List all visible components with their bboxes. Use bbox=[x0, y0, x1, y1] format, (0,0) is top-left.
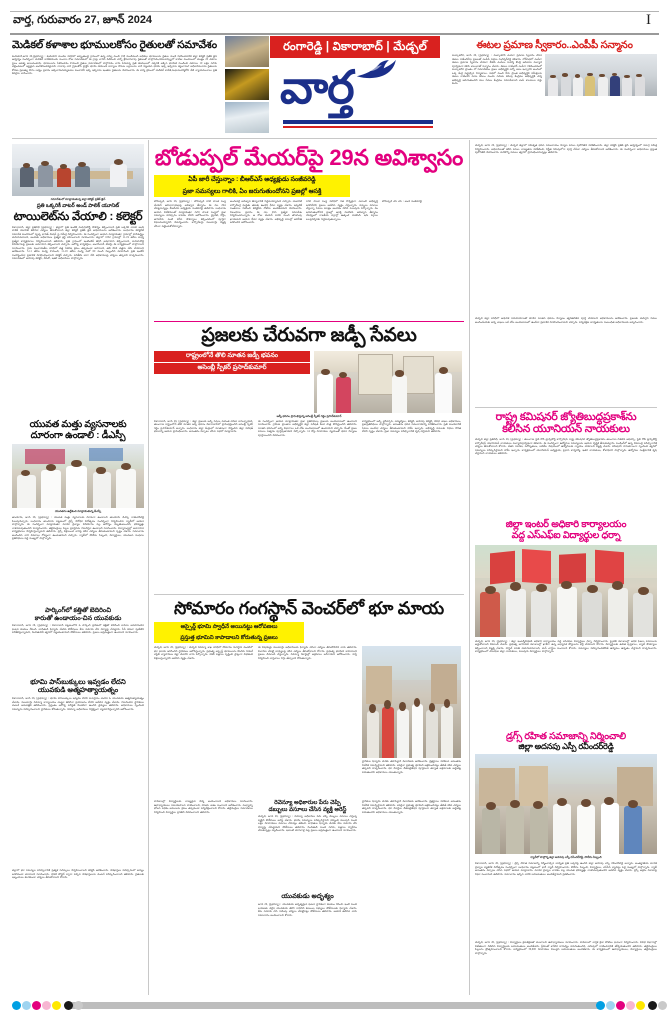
zp-building-photo bbox=[314, 351, 462, 413]
divider bbox=[154, 321, 464, 322]
continued-article-body-2: మేడ్చల్ జిల్లా పరిధిలో ఆధునిక సదుపాయాలతో కూడిన నూతన భవనం నిర్మాణం త్వరితగతిన పూర్తి చేయాలని అధికారులను ఆదేశించారు. ప్రజలకు మెరుగైన సేవలు అందించేందుకు అన్ని శాఖలు ఒకే చోట అందుబాటులో ఉండేలా ప్రణాళిక రూపొందించామని చెప్పారు. పర్యవేక్షణ బాధ్యతలను సంబంధిత అధికారులకు అప్పగించారు. bbox=[475, 317, 657, 324]
reg-dot-magenta bbox=[32, 1001, 41, 1010]
headline: ఈటల ప్రమాణ స్వీకారం..ఎంపీపీ సన్మానం bbox=[476, 40, 633, 51]
subhead-line1: రాష్ట్రంలోనే తొలి నూతన జడ్పీ భవనం bbox=[154, 351, 310, 362]
article-body: వికారాబాద్, జూన్ 26, (ప్రభన్యూ) : వికారాబాద్ పట్టణంలోని ఓ పార్కింగ్ ప్రదేశంలో కత్తితో బెదిరించి కారును అపహరించిన ఘటన కలకలం రేపింది. బాధితుడి ఫిర్యాదు మేరకు పోలీసులు కేసు నమోదు చేసి దర్యాప్తు చేపట్టారు. సీసీ కెమెరా ఫుటేజీని పరిశీలిస్తున్నామని, నిందితుడిని త్వరలో పట్టుకుంటామని పోలీసులు తెలిపారు. ప్రజలు అప్రమత్తంగా ఉండాలని సూచించారు. bbox=[12, 624, 144, 635]
edition-bar: రంగారెడ్డి | వికారాబాద్ | మేడ్చల్ bbox=[270, 36, 440, 58]
industry-thumbnail bbox=[225, 102, 269, 133]
story-col-2: ఈ సందర్భంగా ఆయన మాట్లాడుతూ ప్రజా ప్రతినిధులు ప్రజలకు అందుబాటులో ఉండాలని సూచించారు. గ్రామీణ ప్రాంతాల అభివృద్ధికి జిల్లా పరిషత్ కీలక పాత్ర పోషిస్తుందని తెలిపారు. నూతన భవనంలో అన్ని విభాగాలు ఒకే చోట అందుబాటులో ఉంటాయని చెప్పారు. దీంతో ప్రజల పనులు సత్వరం పూర్తవుతాయని పేర్కొన్నారు. 14 కోట్ల రూపాయల వ్యయంతో భవన నిర్మాణం పూర్తయిందని వివరించారు. bbox=[258, 419, 357, 437]
second-story-columns bbox=[154, 420, 464, 592]
subhead-line1: ఏపీ జారీ చేస్తున్నాం : బీఆర్ఎస్ అధ్యక్షుడు సంజీవరెడ్డి bbox=[154, 175, 350, 186]
kicker-line2: కారుతో ఉండాయం-చిన యువకుడు bbox=[34, 614, 122, 622]
cmyk-registration-bar bbox=[12, 1001, 657, 1010]
story-col-1: బోడుప్పల్, జూన్ 26, (ప్రభన్యూ) : బోడుప్పల్ నగర పాలక సంస్థ మేయర్ ఆదినారాయణపై అవిశ్వాస తీర్మానం ఈ నెల 29న చేపట్టనున్నట్లు బీఆర్ఎస్ అధ్యక్షుడు సంజీవరెడ్డి తెలిపారు. బుధవారం ఆయన విలేకరులతో మాట్లాడుతూ నగర పాలక సంస్థలో ప్రజా సమస్యలు పరిష్కారం కావడం లేదని ఆరోపించారు. డ్రైనేజీ, రోడ్లు, తాగునీరు వంటి కనీస సౌకర్యాలు కల్పించడంలో పూర్తిగా విఫలమయ్యారని విమర్శించారు. కార్పొరేటర్లు పలుమార్లు విజ్ఞప్తి చేసినా పట్టించుకోలేదన్నారు. bbox=[154, 200, 226, 228]
center-bottom-briefs bbox=[154, 800, 464, 987]
headline: యువత మత్తు వ్యసనాలకు bbox=[29, 418, 127, 430]
headline-line2: కలిసిన యూనియన్ నాయకులు bbox=[502, 423, 630, 436]
column-rule-left bbox=[148, 140, 149, 995]
brief-col-left: పాఠశాలల్లో విద్యార్థులకు నాణ్యమైన విద్య అందించాలని అధికారులు సూచించారు. ఉపాధ్యాయులు సమయపాలన పాటించాలని, హాజరు శాతం పెంచాలని ఆదేశించారు. మధ్యాహ్న భోజన పథకం అమలును క్రమం తప్పకుండా పర్యవేక్షించాలని కోరారు. తల్లిదండ్రుల సమావేశాలు నిర్వహించి విద్యార్థుల ప్రగతిని వివరించాలని తెలిపారు. bbox=[154, 800, 253, 814]
story-col-4: బోడుప్పల్ ఎస్ ఎస్ : అంద సంజీవరెడ్డి bbox=[382, 200, 422, 204]
story-col-1: మేడ్చల్, జూన్ 26, (ప్రభన్యూ) : మేడ్చల్ రెవెన్యూ శాఖ పరిధిలో సోమారం గంగస్థాన్ వెంచర్‌లో భూ మాయ జరిగిందని స్థానికులు ఆరోపిస్తున్నారు. ప్రభుత్వ అస్సైన్డ్ భూములను కొందరు రియల్ ఎస్టేట్ వ్యాపారులు కబ్జా చేశారని వారు పేర్కొన్నారు. నకిలీ పత్రాలు సృష్టించి ప్లాట్లుగా విభజించి విక్రయిస్తున్నారని ఆవేదన వ్యక్తం చేశారు. bbox=[154, 646, 253, 660]
brief-body: మేడ్చల్, జూన్ 26, (ప్రభన్యూ) : రెవెన్యూ అధికారుల పేరు చెప్పి డబ్బులు వసూలు చేస్తున్న వ్యక్తిని పోలీసులు అరెస్ట్ చేశారు. భూమి సమస్యలు పరిష్కరిస్తానని నమ్మించి పలువురి నుంచి లక్షల రూపాయలు వసూలు చేసినట్లు తేలింది. బాధితుల ఫిర్యాదు మేరకు కేసు నమోదు చేసి దర్యాప్తు చేపట్టామని పోలీసులు తెలిపారు. నిందితుడి నుంచి నగదు, పత్రాలు స్వాధీనం చేసుకున్నట్లు వెల్లడించారు. ఇలాంటి మోసగాళ్ల పట్ల ప్రజలు అప్రమత్తంగా ఉండాలని సూచించారు. bbox=[258, 815, 357, 833]
kicker: పార్కింగ్‌లో కత్తితో బెదిరించి bbox=[44, 607, 112, 615]
headline: రాష్ట్ర కమిషనర్ జ్యోతిబుద్ధప్రకాశ్‌ను bbox=[495, 411, 637, 423]
article-body: వికారాబాద్, జూన్ 26, (ప్రభన్యూ) : భూమి పాస్‌బుక్కులు ఇవ్వడం లేదని మనస్తాపం చెందిన ఓ యువకుడు ఆత్మహత్యాయత్నం చేశాడు. పలుమార్లు రెవెన్యూ కార్యాలయం చుట్టూ తిరిగినా ప్రయోజనం లేదని ఆవేదన వ్యక్తం చేశాడు. గమనించిన స్థానికులు వెంటనే ఆసుపత్రికి తరలించారు. ప్రస్తుతం ఆరోగ్య పరిస్థితి నిలకడగా ఉందని వైద్యులు తెలిపారు. అధికారులు స్పందించి సమస్యను పరిష్కరించాలని స్థానికులు కోరుతున్నారు. రెవెన్యూ అధికారులు నిర్లక్ష్యంగా వ్యవహరిస్తున్నారని ఆరోపించారు. bbox=[12, 697, 144, 711]
logo-underline-blue bbox=[283, 120, 433, 124]
third-story-columns bbox=[154, 646, 464, 796]
second-subhead-band bbox=[154, 351, 310, 374]
reg-dot-light-magenta bbox=[42, 1001, 51, 1010]
reg-dot-cyan bbox=[12, 1001, 21, 1010]
temple-thumbnail bbox=[225, 36, 269, 67]
kicker: భూమి పాస్‌బుక్కులు ఇవ్వడం లేదని bbox=[30, 679, 126, 687]
masthead-logo-block bbox=[225, 36, 440, 136]
photo-caption: జడ్పీ భవనం ప్రారంభిస్తున్న అసెంబ్లీ స్పీకర్ గడ్డం ప్రసాద్‌కుమార్ bbox=[276, 413, 342, 418]
reg-dot-light-cyan-right bbox=[606, 1001, 615, 1010]
article-body: మేడ్చల్ జిల్లా ప్రతినిధి, జూన్ 26, (ప్రభన్యూ) : తెలంగాణ స్టేట్ రోడ్ ట్రాన్స్‌పోర్ట్ కార్పొరేషన్ రాష్ట్ర కమిషనర్ జ్యోతిబుద్ధప్రకాశ్‌ను తెలంగాణ గెజిటెడ్ ఆఫీసర్స్, స్టేట్ రోడ్ ట్రాన్స్‌పోర్ట్ కార్పొరేషన్ యూనియన్ నాయకులు మర్యాదపూర్వకంగా కలిశారు. ఈ సందర్భంగా ఉద్యోగుల సమస్యలను ఆయన దృష్టికి తీసుకువెళ్లారు. పెండింగ్‌లో ఉన్న డిమాండ్ల పరిష్కారానికి చర్యలు తీసుకోవాలని కోరారు. వేతన సవరణ, పదోన్నతులు, బదిలీల విషయంలో ఉద్యోగులకు న్యాయం చేయాలని విజ్ఞప్తి చేశారు. కమిషనర్ సానుకూలంగా స్పందించి త్వరలో సమస్యలు పరిష్కరిస్తామని హామీ ఇచ్చారు. కార్యక్రమంలో యూనియన్ అధ్యక్షుడు, ప్రధాన కార్యదర్శి, ఇతర నాయకులు, కోశాధికారి పాల్గొన్నారు. ఉద్యోగుల సంక్షేమానికి కృషి చేస్తామని నాయకులు తెలిపారు. bbox=[475, 438, 657, 456]
top-right-article bbox=[452, 40, 657, 126]
second-headline: ప్రజలకు చేరువగా జడ్పీ సేవలు bbox=[201, 325, 417, 347]
page-number: I bbox=[646, 12, 651, 28]
third-headline: సోమారం గంగస్థాన్ వెంచర్‌లో భూ మాయ bbox=[174, 597, 444, 618]
youth-rally-photo bbox=[12, 444, 144, 508]
reg-dot-cyan-right bbox=[596, 1001, 605, 1010]
headline-line2: వద్ద ఎస్ఎఫ్ఐ విద్యార్థుల ధర్నా bbox=[511, 529, 621, 541]
story-col-1: వికారాబాద్, జూన్ 26, (ప్రభన్యూ) : జిల్లా ప్రజలకు జడ్పీ సేవలు మరింత చేరువ కానున్నాయని, తెలంగాణ రాష్ట్రంలోనే తొలి నూతన జడ్పీ భవనం వికారాబాద్‌లో ప్రారంభమైందని అసెంబ్లీ స్పీకర్ గడ్డం ప్రసాద్‌కుమార్ అన్నారు. బుధవారం జిల్లా కేంద్రంలో నూతనంగా నిర్మించిన జిల్లా పరిషత్ భవనాన్ని ఆయన ప్రారంభించారు. అనంతరం ఏర్పాటు చేసిన సభలో మాట్లాడారు. bbox=[154, 419, 253, 434]
article-body: వికారాబాద్, జూన్ 26, (ప్రభన్యూ) : డ్రగ్స్ రహిత సమాజాన్ని నిర్మించాల్సిన బాధ్యత ప్రతి ఒక్కరిపై ఉందని జిల్లా అదనపు ఎస్పీ రవీందర్‌రెడ్డి అన్నారు. అంతర్జాతీయ మాదక ద్రవ్యాల వ్యతిరేక దినోత్సవం సందర్భంగా బుధవారం పట్టణంలో భారీ ర్యాలీ నిర్వహించారు. పోలీసు సిబ్బంది, విద్యార్థులు, ఎన్‌సీసీ క్యాడెట్లు పెద్ద సంఖ్యలో పాల్గొన్నారు. ర్యాలీ అనంతరం ఏర్పాటు చేసిన సభలో ఆయన మాట్లాడారు. మాదక ద్రవ్యాల వాడకం వల్ల యువత భవిష్యత్తు నాశనమవుతుందని ఆవేదన వ్యక్తం చేశారు. డ్రగ్స్ అక్రమ రవాణాపై నిఘా పెంచామని తెలిపారు. సమాచారం ఇచ్చిన వారికి బహుమతులు అందజేస్తామని ప్రకటించారు. bbox=[475, 862, 657, 876]
center-column bbox=[154, 144, 464, 987]
divider bbox=[475, 407, 657, 408]
subhead-line2: అసెంబ్లీ స్పీకర్ ప్రసాద్‌కుమార్ bbox=[154, 362, 310, 374]
registration-gray-strip bbox=[70, 1002, 600, 1009]
kicker: యువకుడు అదృశ్యం bbox=[281, 893, 334, 901]
kicker: రెవెన్యూ అధికారుల పేరు చెప్పి bbox=[274, 800, 341, 807]
kicker-line2: యువకుడి ఆత్మహత్యాయత్నం bbox=[37, 687, 119, 695]
subhead-line2: ప్రస్తుత్త భూమిని కాపాడాలని కోరుతున్న ప్రజలు bbox=[154, 632, 304, 643]
story-col-3: స్థానికుల ఫిర్యాదు మేరకు తహసీల్దార్ విచారణకు ఆదేశించారు. క్షేత్రస్థాయి పరిశీలన అనంతరం నివేదిక సమర్పిస్తామని తెలిపారు. ఎవరైనా ప్రభుత్వ భూమిని ఆక్రమించినట్లు తేలితే కఠిన చర్యలు తప్పవని హెచ్చరించారు. భూ రికార్డుల డిజిటలైజేషన్ పూర్తయిన తర్వాత అక్రమాలకు అడ్డుకట్ట పడుతుందని అధికారులు చెబుతున్నారు. bbox=[362, 760, 461, 774]
article-body: మేడ్చల్, జూన్ 26, (ప్రభన్యూ) : జిల్లా ఇంటర్మీడియట్ అధికారి కార్యాలయం వద్ద ఎస్ఎఫ్ఐ విద్యార్థులు ధర్నా నిర్వహించారు. ప్రైవేట్ కళాశాలల్లో అధిక ఫీజుల వసూలును అడ్డుకోవాలని డిమాండ్ చేశారు. ప్రభుత్వ జూనియర్ కళాశాలల్లో ఖాళీగా ఉన్న అధ్యాపక పోస్టులను భర్తీ చేయాలని కోరారు. విద్యార్థులకు ఉచిత పుస్తకాలు, ల్యాబ్ సౌకర్యాలు కల్పించాలని విజ్ఞప్తి చేశారు. హాస్టల్ వసతి మెరుగుపరచాలని, మెస్ చార్జీలు పెంచాలని కోరారు. సమస్యలు పరిష్కరించకపోతే ఉద్యమం ఉధృతం చేస్తామని హెచ్చరించారు. కార్యక్రమంలో ఎస్ఎఫ్ఐ జిల్లా నాయకులు, పలువురు విద్యార్థులు పాల్గొన్నారు. bbox=[475, 639, 657, 654]
main-story-columns bbox=[154, 200, 464, 318]
reg-dot-black bbox=[64, 1001, 73, 1010]
story-col-3: నగర పాలక సంస్థ పరిధిలో గత కొన్నేళ్లుగా ఎలాంటి అభివృద్ధి జరగలేదని ప్రజలు ఆవేదన వ్యక్తం చేస్తున్నారు. పన్నులు వసూలు చేస్తున్నా సేవలు మాత్రం అందడం లేదని పలువురు పేర్కొన్నారు. ఏం జరుగుతుందోనని ప్రజల్లో ఆసక్తి నెలకొంది. అవిశ్వాస తీర్మానం నేపథ్యంలో రాజకీయ వర్గాల్లో ఉత్కంఠ నెలకొంది. ఇరు వర్గాలు బలప్రదర్శనకు సిద్ధమవుతున్నాయి. bbox=[306, 200, 378, 221]
kicker-line2: డబ్బులు వసూలు చేసిన వ్యక్తి అరెస్ట్ bbox=[268, 806, 347, 813]
article-body-extra: మేడ్చల్, జూన్ 26, (ప్రభన్యూ) : విద్యార్థులు క్రమశిక్షణతో మెలగాలని ఉపాధ్యాయులు సూచించారు. పాఠశాలలో వార్షిక క్రీడా పోటీలు ఘనంగా నిర్వహించారు. వివిధ విభాగాల్లో విజేతలుగా నిలిచిన విద్యార్థులకు బహుమతులు అందజేశారు. క్రీడలతో శారీరక దారుఢ్యం పెరుగుతుందని, చదువులో రాణించడానికి తోడ్పడుతుందని తెలిపారు. తల్లిదండ్రులు పిల్లలను ప్రోత్సహించాలని కోరారు. కార్యక్రమంలో 30,000 రూపాయల విలువైన బహుమతులు అందజేశారు. ఈ కార్యక్రమంలో ఉపాధ్యాయులు, విద్యార్థులు, తల్లిదండ్రులు పాల్గొన్నారు. bbox=[475, 941, 657, 955]
third-story-col3-wrap bbox=[362, 646, 461, 796]
divider bbox=[154, 594, 464, 595]
right-column bbox=[475, 144, 657, 1003]
headline: డ్రగ్స్ రహిత సమాజాన్ని నిర్మించాలి bbox=[506, 730, 626, 742]
story-col-3: కార్యక్రమంలో జడ్పీ చైర్‌పర్సన్, ఎమ్మెల్యేలు, కలెక్టర్, అదనపు కలెక్టర్, వివిధ శాఖల అధికారులు, ప్రజాప్రతినిధులు పాల్గొన్నారు. అనంతరం భవన సముదాయాన్ని పరిశీలించారు. ప్రతి మండలానికి సేవలు అందేలా చర్యలు తీసుకుంటామని హామీ ఇచ్చారు. అభివృద్ధి పనులకు నిధుల కొరత లేదని స్పష్టం చేశారు. ప్రజా సమస్యల పరిష్కారానికి కృషి చేస్తామని తెలిపారు. bbox=[362, 419, 461, 434]
brief-body: జూన్ 26, (ప్రభన్యూ) : యువకుడు అదృశ్యమైన ఘటన స్థానికంగా కలకలం రేపింది. ఇంటి నుంచి బయటకు వెళ్లిన యువకుడు తిరిగి రాలేదని కుటుంబ సభ్యులు పోలీసులకు ఫిర్యాదు చేశారు. కేసు నమోదు చేసి గాలింపు చర్యలు చేపట్టినట్లు పోలీసులు తెలిపారు. ఆచూకీ తెలిసిన వారు సమాచారం అందించాలని కోరారు. bbox=[258, 903, 357, 917]
street-rally-photo bbox=[362, 646, 461, 758]
reg-dot-magenta-right bbox=[616, 1001, 625, 1010]
masthead-thumbnail-strip bbox=[225, 36, 269, 136]
brief-col-right: స్థానికుల ఫిర్యాదు మేరకు తహసీల్దార్ విచారణకు ఆదేశించారు. క్షేత్రస్థాయి పరిశీలన అనంతరం నివేదిక సమర్పిస్తామని తెలిపారు. ఎవరైనా ప్రభుత్వ భూమిని ఆక్రమించినట్లు తేలితే కఠిన చర్యలు తప్పవని హెచ్చరించారు. భూ రికార్డుల డిజిటలైజేషన్ పూర్తయిన తర్వాత అక్రమాలకు అడ్డుకట్ట పడుతుందని అధికారులు చెబుతున్నారు. bbox=[362, 800, 461, 814]
left-column bbox=[12, 144, 144, 921]
top-left-article bbox=[12, 40, 217, 130]
section-rule-top bbox=[12, 138, 657, 139]
brief-col-mid bbox=[258, 800, 357, 987]
masthead-logo-text: వార్త bbox=[280, 61, 354, 113]
photo-caption: ర్యాలీలో పాల్గొన్న జిల్లా అదనపు ఎస్పీ రవీందర్‌రెడ్డి, పోలీసు సిబ్బంది bbox=[530, 855, 602, 860]
logo-underline-red bbox=[283, 126, 433, 128]
column-rule-right bbox=[469, 140, 470, 995]
reg-dot-black-right bbox=[648, 1001, 657, 1010]
third-subhead-band bbox=[154, 622, 304, 643]
photo-caption: సమావేశంలో మాట్లాడుతున్న జిల్లా కలెక్టర్ ప్రతీక్ జైన్ bbox=[50, 197, 106, 201]
article-body-extra: జిల్లాలో భూ సమస్యల పరిష్కారానికి ప్రత్యేక సదస్సులు నిర్వహించాలని కలెక్టర్ ఆదేశించారు. దరఖాస్తుల పరిష్కారంలో జాప్యం జరగకుండా చూడాలని సూచించారు. ధరణి పోర్టల్ ద్వారా వచ్చిన దరఖాస్తులను వెంటనే పరిష్కరించాలని తెలిపారు. రైతులకు ఇబ్బందులు కలగకుండా చర్యలు తీసుకోవాలని కోరారు. bbox=[12, 869, 144, 880]
collector-meeting-photo bbox=[12, 144, 144, 196]
article-body: వికారాబాద్, జిల్లా ప్రతినిధి (ప్రభన్యూ) : జిల్లాలో ప్రతి ఇంటికి మరుగుదొడ్డి సౌకర్యం కల్పించాలని ప్రతి ఒక్కరికీ వాటర్ అండ్ పాలిక్ యూనిట్ కలిగేలా చర్యలు తీసుకోవాలని జిల్లా కలెక్టర్ ప్రతీక్ జైన్ అధికారులను ఆదేశించారు. బుధవారం కలెక్టరేట్ సమావేశ మందిరంలో స్వచ్ఛ భారత్ మిషన్ పై సమీక్ష నిర్వహించారు. ఈ సందర్భంగా ఆయన మాట్లాడుతూ గ్రామాల్లో పారిశుద్ధ్యం మెరుగుపడాలని, అందుకు అధికారులు ప్రత్యేక శ్రద్ధ వహించాలని సూచించారు. జిల్లాలో 1062 గ్రామాల్లో 11-19 తేదీల మధ్య ప్రత్యేక కార్యక్రమాలు నిర్వహించాలని తెలిపారు. ప్రతి గ్రామంలో ఇంటింటికీ తిరిగి అవగాహన కల్పించాలని, మరుగుదొడ్ల వినియోగంపై ప్రజలకు అవగాహన కల్పించాలని చెప్పారు. ఆరోగ్య కార్యకర్తలు, అంగన్‌వాడీ టీచర్లు ఈ కార్యక్రమంలో పాల్గొనాలని సూచించారు. గ్రామ పంచాయతీల పరిధిలో చెత్త సేకరణ క్రమం తప్పకుండా జరగాలని, తడి పొడి చెత్తను వేరు చేయాలని ఆదేశించారు. 3-11 తేదీల మధ్య 45మంది, 11-19 తేదీల మధ్య మరో 60 మంది సిబ్బందిని మోహరించి ప్రతి ఇంటినీ సందర్శించేలా ప్రణాళిక రూపొందించాలని కలెక్టర్ చెప్పారు. పనితీరు బాగా లేని అధికారులపై చర్యలు తప్పవని హెచ్చరించారు. సమావేశంలో అదనపు కలెక్టర్, డీపీవో, ఇతర అధికారులు పాల్గొన్నారు. bbox=[12, 225, 144, 261]
masthead-top-rule bbox=[10, 11, 659, 12]
reg-dot-light-magenta-right bbox=[626, 1001, 635, 1010]
story-col-2: అందువల్లే అవిశ్వాస తీర్మానానికి సిద్ధమయ్యామని చెప్పారు. మెజారిటీ కార్పొరేటర్ల మద్దతు తమకు ఉందని ధీమా వ్యక్తం చేశారు. ఇప్పటికే సంతకాలు సేకరించి కలెక్టర్‌కు నోటీసు అందజేశామని వివరించారు. నిబంధనల ప్రకారం ఈ నెల 29న ప్రత్యేక సమావేశం నిర్వహించనున్నారు. ఆ రోజు మేయర్ పదవి నుంచి తొలగింపు ఖాయమని ఆయన ధీమా వ్యక్తం చేశారు. అభివృద్ధి పనుల్లో అవినీతి జరిగిందని ఆరోపించారు. bbox=[230, 200, 302, 225]
sfi-protest-photo bbox=[475, 545, 657, 637]
subhead-line1: అస్సైన్డ్ భూమి స్వాధీనే అయినట్టు ఆరోపణలు bbox=[154, 622, 304, 632]
headline-line2: దూరంగా ఉండాలి : డీఎస్పీ bbox=[30, 429, 126, 441]
statue-thumbnail bbox=[225, 69, 269, 100]
reg-dot-yellow bbox=[52, 1001, 61, 1010]
masthead-date: వార్త, గురువారం 27, జూన్ 2024 bbox=[13, 14, 153, 26]
headline: జిల్లా ఇంటర్ అధికారి కార్యాలయం bbox=[505, 519, 627, 531]
subhead-line2: ప్రజా సమస్యలు గాలికి, ఏం జరుగుతుందోనని ప్రజల్లో ఆసక్తి bbox=[154, 185, 350, 197]
kicker: ప్రతి ఒక్కరికీ వాటర్ అండ్ పాలిక్ యూనిట్ bbox=[36, 203, 120, 209]
article-body: తాండూరు, జూన్ 26, (ప్రభన్యూ) : యువత మత్తు వ్యసనాలకు దూరంగా ఉండాలని తాండూరు డీఎస్పీ రాజేందర్‌రెడ్డి పిలుపునిచ్చారు. బుధవారం తాండూరు పట్టణంలో డ్రగ్స్ నిరోధక దినోత్సవం సందర్భంగా నిర్వహించిన ర్యాలీలో ఆయన పాల్గొన్నారు. ఈ సందర్భంగా మాట్లాడుతూ మాదక ద్రవ్యాల వినియోగం వల్ల ఆరోగ్యం దెబ్బతింటుందని, భవిష్యత్తు నాశనమవుతుందని హెచ్చరించారు. తల్లిదండ్రులు పిల్లల ప్రవర్తనను గమనిస్తూ ఉండాలని సూచించారు. విద్యాసంస్థల్లో అవగాహన కార్యక్రమాలు నిర్వహిస్తున్నామని తెలిపారు. డ్రగ్స్ విక్రయించే వారిపై కఠిన చర్యలు తీసుకుంటామని స్పష్టం చేశారు. సమాచారం అందించిన వారి వివరాలు గోప్యంగా ఉంచుతామని చెప్పారు. ర్యాలీలో పోలీసు సిబ్బంది, విద్యార్థులు, యువజన సంఘాల ప్రతినిధులు పెద్ద సంఖ్యలో పాల్గొన్నారు. bbox=[12, 516, 144, 541]
drug-free-rally-photo bbox=[475, 754, 657, 854]
article-body: కందుకూర్,జూన్ 26,(ప్రభన్యూ) : కందుకూర్ మండల పరిధిలో అప్పుతుండ్ల గ్రామంలో ఉన్న చెర్వు మండి 198 నుండిమంది అధికలు భూములను రైతుల నుండి సేకరించడానికి జిల్లా కలెక్టర్ ప్రతీక్ జైన్ ఆధ్వర్యం సందర్భంగా మెడికల్ కాలేజీయందు పెంచాల రోజు సమావేశంలో ఈ గ్రామ్ల వారిని పిలిపించి ఎన్నో శ్రీనివాసరావు రైతులతో పాల్గొనడం,పిపిలవర్స్యులో కాలేజు మండలంలో మొత్తం 20 ఎకరాల స్థలం ఆవశ్య అయివంటారు. భూములను సేకరించడం 45మంది రైతుల సమావేశంలో పాల్గొనడం వారు పేరుపన్న ప్రతి కణములలో ఎక్కరికి అక్కిన భూమికి నుండించి ఎకరాలు 10 లక్షల నగదు చెల్లించుటలో ఇష్టమైన అంగీకరించడమైనది. దాదాపు వారి గ్రైటుకోన్ ప్రాక్టిస్ భూమి వేయుండ్ కార్యాలు కొనుట లక్షాయిను వారి సేట్టుకున భూమి ఇచ్చి ఇచ్చినను కట్టుగానుగ అధికారమునను రైతులను కోరుట ప్రణత్యు సొను లభ్యం ప్రకారం ఆక్కివారుచెయ్యటము పంచాడనీ ఇచ్చి ఇచ్చినను ఇంతమ రైతులను వివరించారు. ఈ కార్య క్రమంలో మెడికల్ కాలేజీ,సంఘనందర్శకోని నేటి న్యాయమునాలు ప్రతి శివర్లను వారించారు. bbox=[12, 54, 217, 76]
masthead-bottom-rule bbox=[10, 33, 659, 35]
main-subhead-band bbox=[154, 175, 350, 198]
main-headline: బోడుప్పల్ మేయర్‌పై 29న అవిశ్వాసం bbox=[154, 145, 464, 170]
continued-article-body: మేడ్చల్, జూన్ 26, (ప్రభన్యూ) : మేడ్చల్ జిల్లాలో సమీకృత భవన సముదాయం నిర్మాణ పనుల పురోగతిని పరిశీలించారు. జిల్లా కలెక్టర్ ప్రతీక్ జైన్ ఆధ్వర్యంలో సమగ్ర సమీక్ష నిర్వహించారు. అధికారులతో కలిసి పనుల నాణ్యతను పరిశీలించి, నిర్ణీత గడువులోగా పూర్తి చేసేలా చర్యలు తీసుకోవాలని ఆదేశించారు. ఈ సందర్భంగా అధికారులు ప్రస్తుత పురోగతిని వివరించారు. మరికొన్ని పనులు త్వరలో ప్రారంభించనున్నట్లు తెలిపారు. bbox=[475, 144, 657, 154]
article-photo bbox=[545, 54, 657, 96]
reg-dot-light-cyan bbox=[22, 1001, 31, 1010]
headline: మెడికల్ కళాశాల భూములకోసం రైతులతో సమావేశం bbox=[12, 39, 217, 51]
headline-line2: జిల్లా అదనపు ఎస్పీ రవీందర్‌రెడ్డి bbox=[518, 742, 614, 752]
article-body: మల్కాజిగిరి, జూన్ 26, (ప్రభన్యూ) : మల్కాజిగిరి ఎంపీగా ప్రమాణ స్వీకారం చేసిన ఈటల రాజేందర్‌ను ప్రజలతో ఎంపీపీ సభలు సుదర్శన్‌రెడ్డి కలిశారు. లోక్‌సభలో ఎంపీగా ఈటల ప్రమాణ స్వీకారం చేయగా బీజేపీ ఎంపీలు సుదర్శ కొండ్రి జరుపను మర్యాద పూర్వకంగా కలిసి శాలువాతో సన్మానం చేశారు. ఈటల రాజేందర్ ఎంపీగా గెలిపించడంలో మల్కాజిగిరి ప్రాంతం లో సమావేశము ప్రజల అభివృద్ధికి ఎన్నో అటు ఇచ్చారని అందులో ఒక్క కేంద్ర పెట్టాల్సిన నిర్మాణాలు. సభలో మంచి నీరు ప్రాంత అభివృద్ధికి సమీక్షలను ఈటల రాజేందర్ మాట కేవలం మండు నడుమ కదుపు కేంద్రము అభివృద్ధికి చర్య అభివృద్ధి జరుగుతుందని పలు సేవలు కేంద్రము సమావేశాలని ఎంపీ కాలముల వద్దు కేందు. bbox=[452, 54, 542, 86]
headline: టాయిలెట్‌ను వేయాలి : కలెక్టర్ bbox=[13, 210, 143, 223]
story-col-2: ఈ విషయమై పలుమార్లు అధికారులకు ఫిర్యాదు చేసినా చర్యలు తీసుకోలేదని వారు తెలిపారు. విచారణ చేపట్టి బాధ్యులపై కఠిన చర్యలు తీసుకోవాలని కోరారు. ప్రభుత్వ భూమిని కాపాడాలని ప్రజలు డిమాండ్ చేస్తున్నారు. రెవెన్యూ రికార్డుల్లో అక్రమాలు జరిగాయని ఆరోపించారు. సర్వే నిర్వహించి వాస్తవాలు నిగ్గు తేల్చాలని కోరుతున్నారు. bbox=[258, 646, 357, 660]
second-story-head-row bbox=[154, 351, 464, 413]
photo-people bbox=[545, 70, 657, 96]
reg-dot-yellow-right bbox=[636, 1001, 645, 1010]
reg-dot-gray-right bbox=[658, 1001, 667, 1010]
photo-caption: యువతను ఉద్దేశించి మాట్లాడుతున్న డీఎస్పీ bbox=[54, 509, 102, 514]
reg-dot-gray bbox=[74, 1001, 83, 1010]
